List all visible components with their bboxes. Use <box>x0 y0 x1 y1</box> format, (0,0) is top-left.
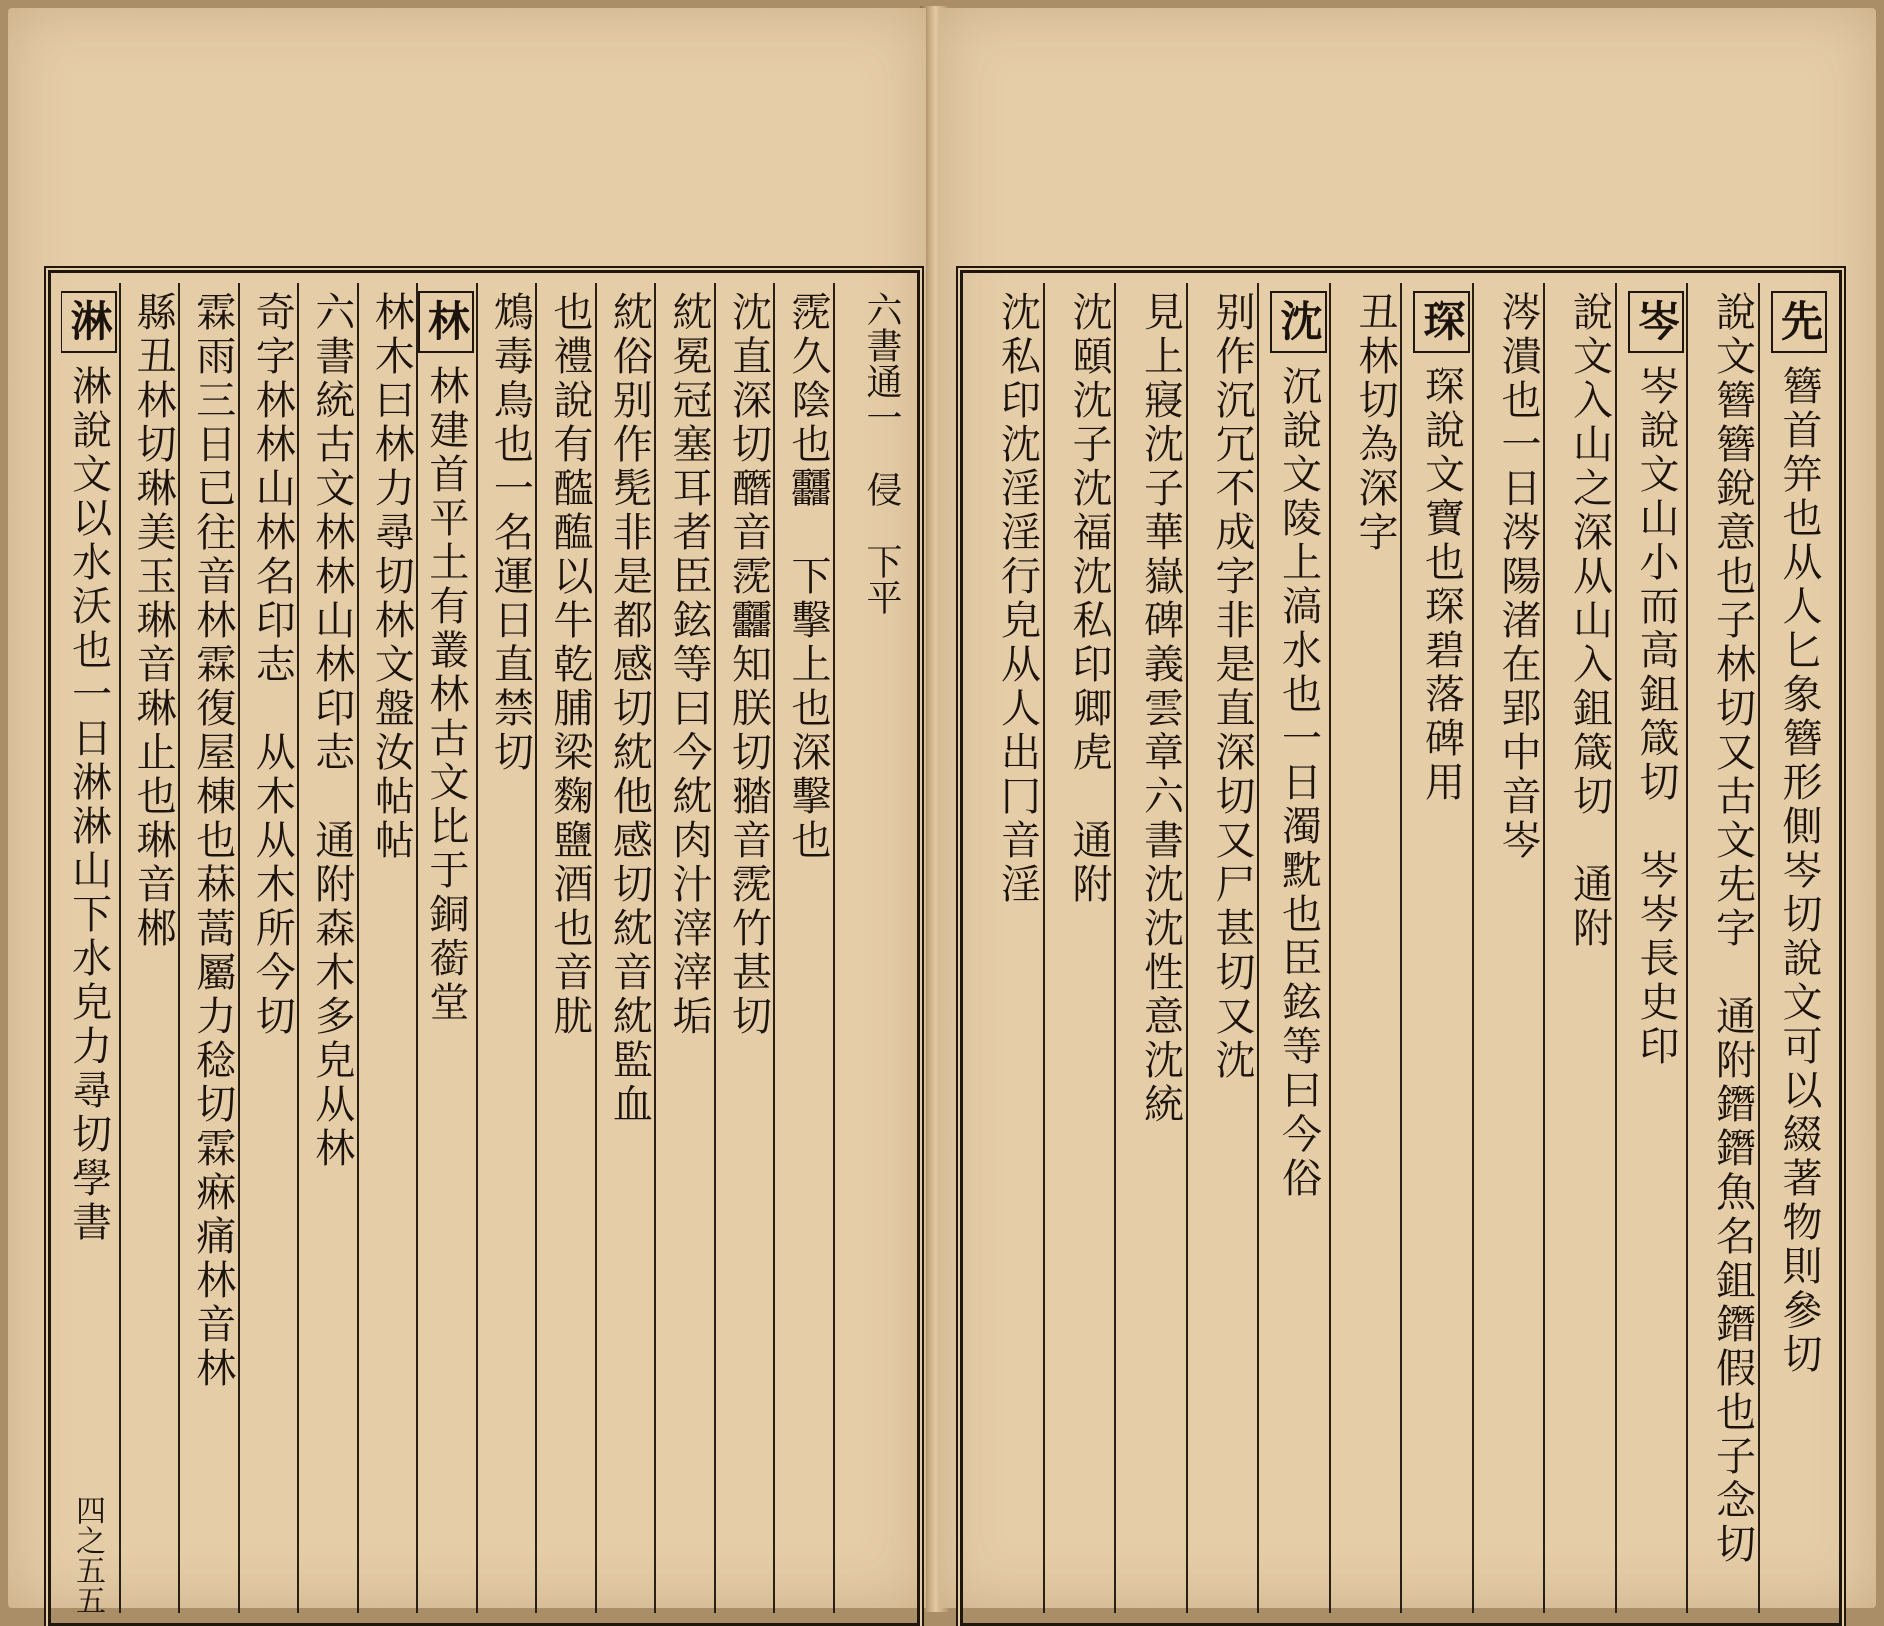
left_page-column <box>714 283 774 1613</box>
right_page-column <box>1758 283 1830 1613</box>
entry-heading: 林 <box>418 291 474 353</box>
entry-heading: 岑 <box>1628 291 1684 353</box>
column-text: 岑說文山小而高鉏箴切 岑岑長史印 <box>1633 365 1679 1069</box>
right_page-column <box>1686 283 1758 1613</box>
column-text: 見上寢沈子華嶽碑義雲章六書沈沈性意沈統 <box>1137 291 1184 1127</box>
column-text: 别作沉冗不成字非是直深切又尸甚切又沈 <box>1209 291 1255 1083</box>
left-text-frame <box>48 270 920 1626</box>
right-page <box>940 8 1876 1608</box>
right_page-column <box>1400 283 1472 1613</box>
entry-heading: 淋 <box>61 291 117 353</box>
column-text: 簪首笄也从人匕象簪形側岑切說文可以綴著物則參切 <box>1776 365 1822 1377</box>
column-text: 說文入山之深从山入鉏箴切 通附 <box>1566 291 1613 951</box>
column-text: 霖雨三日已往音林霖復屋棟也菻蒿屬力稔切霖痳痛林音林 <box>189 291 236 1391</box>
right_page-column <box>1114 283 1186 1613</box>
right-columns <box>973 283 1829 1613</box>
column-text: 沈直深切䤐音霃䨻知朕切䎓音霃竹甚切 <box>725 291 772 1039</box>
right_page-column <box>973 283 1043 1613</box>
right_page-column <box>1257 283 1329 1613</box>
column-text: 也禮說有醓醢以牛乾脯梁麴鹽酒也音肬 <box>546 291 593 1039</box>
column-text: 沉說文陵上滈水也一日濁黕也臣鉉等曰今俗 <box>1275 365 1322 1201</box>
left-margin-strip: 六書通一 侵 下平 <box>833 283 907 1613</box>
left_page-column <box>238 283 298 1613</box>
left_page-column <box>476 283 536 1613</box>
left_page-column <box>357 283 417 1613</box>
column-text: 六書統古文林林山林印志 通附森木多皃从林 <box>308 291 355 1171</box>
column-text: 丑林切為深字 <box>1352 291 1398 555</box>
left_page-column <box>595 283 655 1613</box>
column-text: 霃久陰也䨻 下擊上也深擊也 <box>785 291 831 863</box>
left_page-column <box>773 283 833 1613</box>
column-text: 涔潰也一日涔陽渚在郢中音岑 <box>1495 291 1541 863</box>
column-text: 琛說文寶也琛碧落碑用 <box>1418 365 1465 805</box>
column-text: 沈頤沈子沈福沈私印卿虎 通附 <box>1066 291 1112 907</box>
folio-number: 四之五五 <box>70 1495 105 1615</box>
left-page <box>8 8 926 1615</box>
left_page-column <box>119 283 179 1613</box>
entry-heading: 琛 <box>1413 291 1469 353</box>
right-text-frame <box>960 270 1842 1626</box>
column-text: 縣丑林切琳美玉琳音琳止也琳音郴 <box>130 291 177 951</box>
column-text: 奇字林林山林名印志 从木从木所今切 <box>249 291 296 1039</box>
left-columns <box>61 283 907 1613</box>
right_page-column <box>1043 283 1115 1613</box>
left_page-column <box>416 283 476 1613</box>
entry-heading: 沈 <box>1270 291 1326 353</box>
column-text: 淋說文以水沃也一日淋淋山下水皃力尋切學書 <box>65 365 112 1245</box>
left_page-column <box>654 283 714 1613</box>
red-seal-mark <box>1824 748 1840 770</box>
left_page-column <box>178 283 238 1613</box>
column-text: 鴆毒鳥也一名運日直禁切 <box>487 291 534 775</box>
left_page-column <box>297 283 357 1613</box>
column-text: 紞俗别作髧非是都感切紞他感切紞音紞監血 <box>606 291 653 1127</box>
right_page-column <box>1186 283 1258 1613</box>
left_page-column <box>61 283 119 1613</box>
column-text: 沈私印沈淫淫行皃从人出冂音淫 <box>994 291 1041 907</box>
left_page-column <box>535 283 595 1613</box>
column-text: 說文簪簪銳意也子林切又古文兂字 通附鐕鐕魚名鉏鐕假也子念切 <box>1709 291 1756 1567</box>
right_page-column <box>1329 283 1401 1613</box>
entry-heading: 先 <box>1771 291 1827 353</box>
right_page-column <box>1472 283 1544 1613</box>
right_page-column <box>1543 283 1615 1613</box>
right_page-column <box>1615 283 1687 1613</box>
column-text: 林木曰林力尋切林文盤汝帖帖 <box>368 291 415 863</box>
column-text: 紞冕冠塞耳者臣鉉等曰今紞肉汁滓滓垢 <box>665 291 712 1039</box>
column-text: 林建首平土有叢林古文比于銅䕔堂 <box>422 365 469 1025</box>
